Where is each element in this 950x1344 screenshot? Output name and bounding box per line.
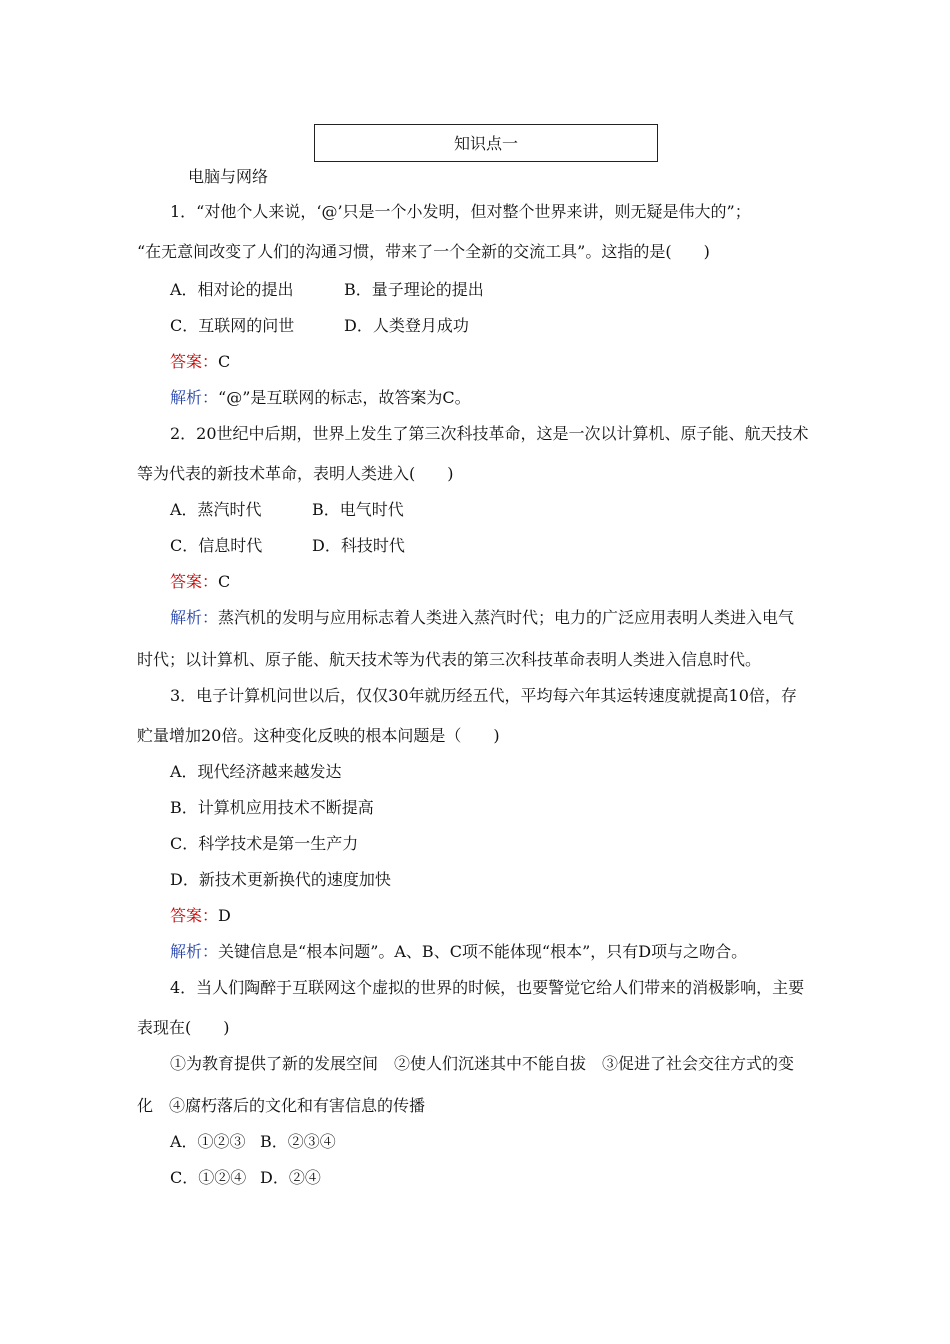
- explanation-text: “@”是互联网的标志，故答案为C。: [218, 388, 471, 407]
- answer-value: C: [218, 352, 231, 371]
- q1-explanation: [170, 387, 471, 409]
- q3-explanation: [170, 941, 747, 963]
- section-title: 知识点一: [453, 134, 518, 153]
- q4-stem-line2: 表现在( ): [137, 1018, 230, 1037]
- explanation-text: 关键信息是“根本问题”。A、B、C项不能体现“根本”，只有D项与之吻合。: [218, 942, 748, 961]
- q2-option-c: C．信息时代: [170, 536, 263, 555]
- subsection-title: 电脑与网络: [188, 167, 269, 186]
- answer-label: 答案：: [170, 906, 219, 925]
- q3-stem-line2: 贮量增加20倍。这种变化反映的根本问题是（ ): [137, 726, 500, 745]
- q4-option-b: B．②③④: [260, 1132, 336, 1151]
- q2-explanation-line1: [170, 607, 794, 629]
- q1-option-a: A．相对论的提出: [170, 280, 294, 299]
- q3-stem-line1: 3．电子计算机问世以后，仅仅30年就历经五代，平均每六年其运转速度就提高10倍，存: [170, 686, 797, 705]
- q3-option-b: B．计算机应用技术不断提高: [170, 798, 374, 817]
- explanation-label: 解析：: [170, 608, 219, 627]
- answer-label: 答案：: [170, 572, 219, 591]
- q2-stem-line2: 等为代表的新技术革命，表明人类进入( ): [137, 464, 454, 483]
- q4-items-line2: 化 ④腐朽落后的文化和有害信息的传播: [137, 1096, 426, 1115]
- q1-answer: [170, 351, 230, 373]
- answer-value: D: [218, 906, 231, 925]
- q4-option-c: C．①②④: [170, 1168, 247, 1187]
- q2-stem-line1: 2．20世纪中后期，世界上发生了第三次科技革命，这是一次以计算机、原子能、航天技术: [170, 424, 809, 443]
- explanation-label: 解析：: [170, 942, 219, 961]
- q4-option-a: A．①②③: [170, 1132, 246, 1151]
- q4-items-line1: ①为教育提供了新的发展空间 ②使人们沉迷其中不能自拔 ③促进了社会交往方式的变: [170, 1054, 795, 1073]
- q3-option-a: A．现代经济越来越发达: [170, 762, 342, 781]
- q2-option-b: B．电气时代: [312, 500, 404, 519]
- q1-stem-line2: “在无意间改变了人们的沟通习惯，带来了一个全新的交流工具”。这指的是( ): [137, 242, 710, 261]
- answer-value: C: [218, 572, 231, 591]
- q2-answer: [170, 571, 230, 593]
- answer-label: 答案：: [170, 352, 219, 371]
- q2-explanation-line2: 时代；以计算机、原子能、航天技术等为代表的第三次科技革命表明人类进入信息时代。: [137, 650, 762, 669]
- q3-option-c: C．科学技术是第一生产力: [170, 834, 359, 853]
- q4-option-d: D．②④: [260, 1168, 321, 1187]
- q1-option-d: D．人类登月成功: [344, 316, 469, 335]
- q1-option-c: C．互联网的问世: [170, 316, 295, 335]
- q1-stem-line1: 1．“对他个人来说，‘@’只是一个小发明，但对整个世界来讲，则无疑是伟大的”；: [170, 202, 751, 221]
- q2-option-d: D．科技时代: [312, 536, 405, 555]
- q4-stem-line1: 4．当人们陶醉于互联网这个虚拟的世界的时候，也要警觉它给人们带来的消极影响，主要: [170, 978, 805, 997]
- q3-answer: [170, 905, 231, 927]
- explanation-text: 蒸汽机的发明与应用标志着人类进入蒸汽时代；电力的广泛应用表明人类进入电气: [218, 608, 795, 627]
- q3-option-d: D．新技术更新换代的速度加快: [170, 870, 391, 889]
- explanation-label: 解析：: [170, 388, 219, 407]
- section-title-box: [314, 124, 658, 162]
- q1-option-b: B．量子理论的提出: [344, 280, 484, 299]
- q2-option-a: A．蒸汽时代: [170, 500, 262, 519]
